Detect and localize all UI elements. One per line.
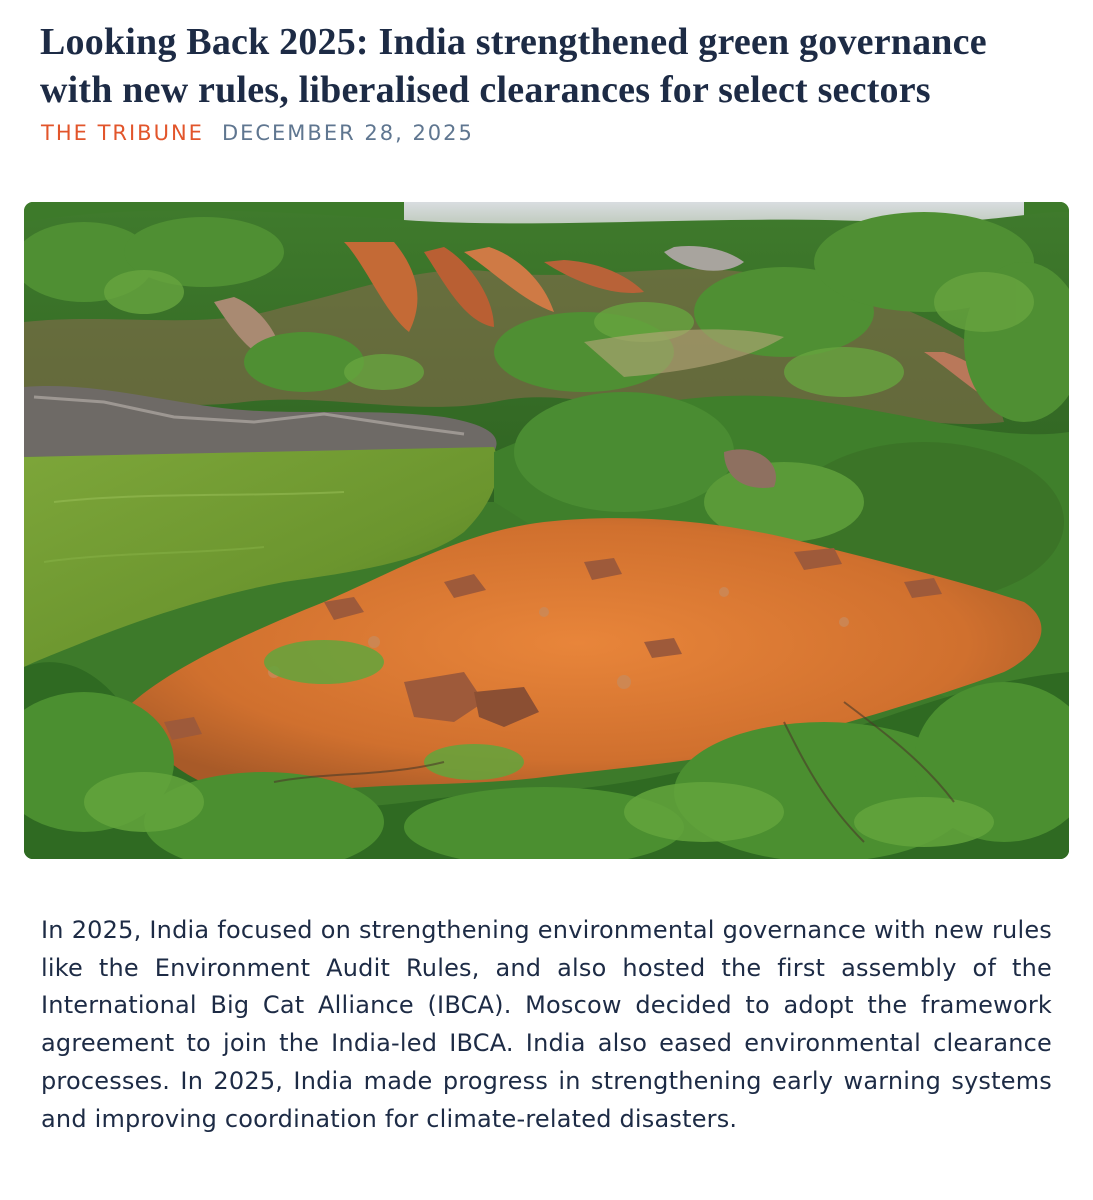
source-name[interactable]: THE TRIBUNE: [41, 121, 204, 145]
article-body: In 2025, India focused on strengthening environmental governance with new rules like the Environment Audit Rules, and also hosted the first assembly of the International Big Cat Alliance (IBCA). Moscow decided to adopt the framework agreement to join the India-led IBCA. India also eased environmental clearance processes. In 2025, India made progress in strengthening early warning systems and improving coordination for climate-related disasters.: [41, 916, 1052, 1133]
byline: [41, 118, 474, 148]
article-photo: [24, 202, 1069, 859]
quarry-landscape-illustration: [24, 202, 1069, 859]
publish-date: DECEMBER 28, 2025: [221, 121, 474, 145]
article-headline: Looking Back 2025: India strengthened green governance with new rules, liberalised clearances for select sectors: [40, 21, 987, 111]
